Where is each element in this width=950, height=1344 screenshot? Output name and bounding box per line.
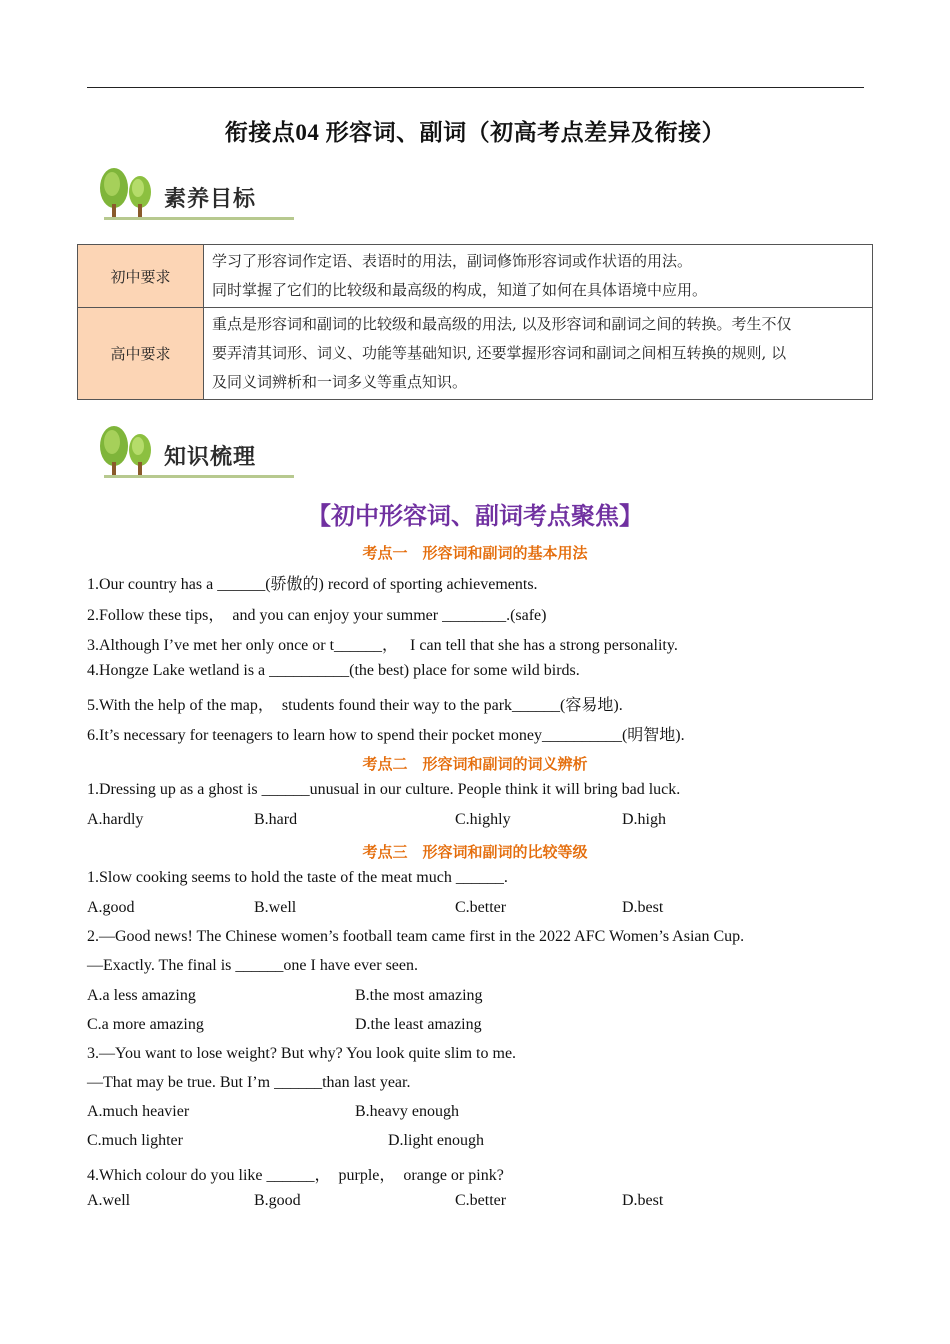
section-header-knowledge xyxy=(96,424,306,482)
kp1-item: 4.Hongze Lake wetland is a __________(the best) place for some wild birds. xyxy=(87,662,580,679)
table-text-line: 同时掌握了它们的比较级和最高级的构成，知道了如何在具体语境中应用。 xyxy=(212,281,708,299)
kp3-question: 4.Which colour do you like ______， purple， orange or pink? xyxy=(87,1167,504,1184)
kp1-heading: 考点一 形容词和副词的基本用法 xyxy=(362,544,588,562)
option: A.hardly xyxy=(87,811,144,828)
option: B.well xyxy=(254,899,297,916)
table-row xyxy=(78,245,873,308)
option: A.well xyxy=(87,1192,131,1209)
option: C.a more amazing xyxy=(87,1016,204,1033)
kp1-item: 1.Our country has a ______(骄傲的) record of sporting achievements. xyxy=(87,576,538,593)
kp1-item: 5.With the help of the map， students found their way to the park______(容易地). xyxy=(87,697,623,714)
option: C.better xyxy=(455,899,507,916)
table-text-line: 及同义词辨析和一词多义等重点知识。 xyxy=(212,373,468,391)
kp3-question: 2.—Good news! The Chinese women’s football team came first in the 2022 AFC Women’s Asian Cup. xyxy=(87,928,745,945)
table-key: 初中要求 xyxy=(78,245,204,308)
kp3-question: —That may be true. But I’m ______than last year. xyxy=(87,1074,411,1091)
option: C.highly xyxy=(455,811,511,828)
kp1-item: 6.It’s necessary for teenagers to learn how to spend their pocket money__________(明智地). xyxy=(87,727,685,744)
option: D.best xyxy=(622,899,664,916)
kp1-item: 2.Follow these tips， and you can enjoy your summer ________.(safe) xyxy=(87,607,547,624)
section-underline xyxy=(104,217,294,220)
kp3-question: 1.Slow cooking seems to hold the taste of the meat much ______. xyxy=(87,869,508,886)
section-label: 素养目标 xyxy=(164,187,257,212)
kp3-question: —Exactly. The final is ______one I have ever seen. xyxy=(87,957,418,974)
option: D.high xyxy=(622,811,666,828)
section-header-goals xyxy=(96,166,306,224)
option: D.best xyxy=(622,1192,664,1209)
option: A.much heavier xyxy=(87,1103,190,1120)
kp3-question: 3.—You want to lose weight? But why? You look quite slim to me. xyxy=(87,1045,517,1062)
document-title: 衔接点04 形容词、副词（初高考点差异及衔接） xyxy=(224,120,726,145)
top-rule xyxy=(87,87,864,88)
kp3-heading: 考点三 形容词和副词的比较等级 xyxy=(362,843,588,861)
table-text-line: 要弄清其词形、词义、功能等基础知识, 还要掌握形容词和副词之间相互转换的规则, 以 xyxy=(212,344,787,362)
table-text-line: 重点是形容词和副词的比较级和最高级的用法, 以及形容词和副词之间的转换。考生不仅 xyxy=(212,315,792,333)
table-row xyxy=(78,308,873,400)
section-underline xyxy=(104,475,294,478)
goals-table xyxy=(77,244,873,400)
option: D.light enough xyxy=(388,1132,484,1149)
option: A.good xyxy=(87,899,135,916)
option: C.much lighter xyxy=(87,1132,183,1149)
option: B.good xyxy=(254,1192,301,1209)
option: B.the most amazing xyxy=(355,987,483,1004)
option: B.hard xyxy=(254,811,298,828)
option: C.better xyxy=(455,1192,507,1209)
option: B.heavy enough xyxy=(355,1103,459,1120)
table-key: 高中要求 xyxy=(78,308,204,400)
kp2-question: 1.Dressing up as a ghost is ______unusual in our culture. People think it will bring bad luck. xyxy=(87,781,681,798)
table-text-line: 学习了形容词作定语、表语时的用法，副词修饰形容词或作状语的用法。 xyxy=(212,252,693,270)
kp2-heading: 考点二 形容词和副词的词义辨析 xyxy=(362,755,588,773)
option: D.the least amazing xyxy=(355,1016,482,1033)
tree-icon xyxy=(96,424,160,482)
section-label: 知识梳理 xyxy=(164,445,257,470)
focus-title: 【初中形容词、副词考点聚焦】 xyxy=(307,502,643,530)
table-value xyxy=(204,245,873,308)
option: A.a less amazing xyxy=(87,987,196,1004)
tree-icon xyxy=(96,166,160,224)
kp1-item: 3.Although I’ve met her only once or t______， I can tell that she has a strong personality. xyxy=(87,637,678,654)
table-value xyxy=(204,308,873,400)
